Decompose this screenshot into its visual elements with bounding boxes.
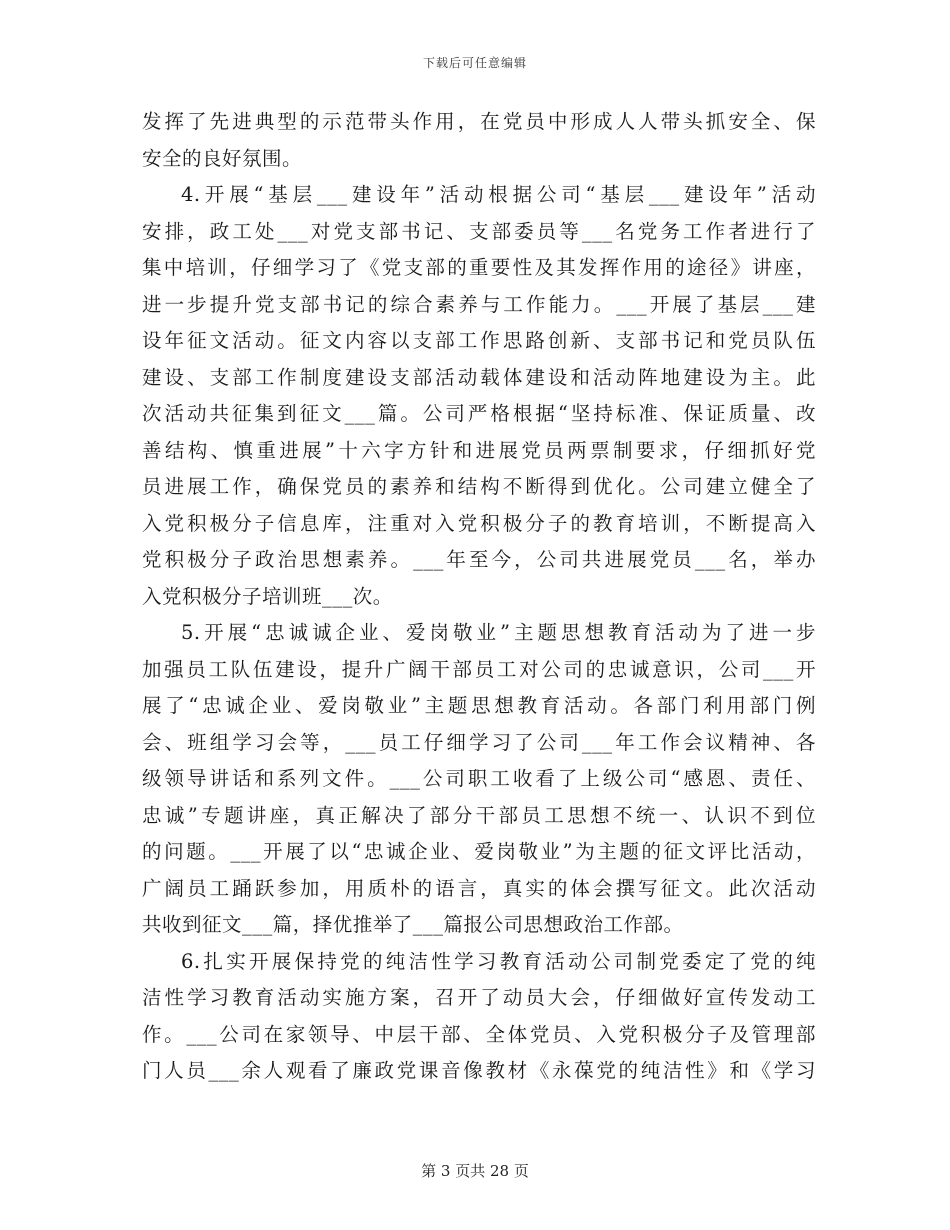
text-line: 党积极分子政治思想素养。___年至今，公司共进展党员___名，举办 <box>142 548 816 571</box>
text-line: 次活动共征集到征文___篇。公司严格根据“坚持标准、保证质量、改 <box>142 402 816 425</box>
text-line: 4.开展“基层___建设年”活动根据公司“基层___建设年”活动 <box>181 183 816 206</box>
text-line: 忠诚”专题讲座，真正解决了部分干部员工思想不统一、认识不到位 <box>142 803 816 827</box>
text-line: 6.扎实开展保持党的纯洁性学习教育活动公司制党委定了党的纯 <box>181 949 816 973</box>
text-line: 员进展工作，确保党员的素养和结构不断得到优化。公司建立健全了 <box>142 475 816 498</box>
text-line: 建设、支部工作制度建设支部活动载体建设和活动阵地建设为主。此 <box>142 365 816 389</box>
text-line: 广阔员工踊跃参加，用质朴的语言，真实的体会撰写征文。此次活动 <box>142 876 816 900</box>
text-line: 的问题。___开展了以“忠诚企业、爱岗敬业”为主题的征文评比活动， <box>142 840 816 863</box>
page-footer: 第 3 页共 28 页 <box>421 1162 529 1180</box>
text-line: 设年征文活动。征文内容以支部工作思路创新、支部书记和党员队伍 <box>142 329 816 352</box>
text-line: 安排，政工处___对党支部书记、支部委员等___名党务工作者进行了 <box>142 219 816 243</box>
text-line: 入党积极分子信息库，注重对入党积极分子的教育培训，不断提高入 <box>142 511 816 535</box>
text-line: 门人员___余人观看了廉政党课音像教材《永葆党的纯洁性》和《学习 <box>142 1059 816 1082</box>
text-line: 展了“忠诚企业、爱岗敬业”主题思想教育活动。各部门利用部门例 <box>142 694 816 717</box>
body-text <box>142 104 816 1090</box>
text-line: 加强员工队伍建设，提升广阔干部员工对公司的忠诚意识，公司___开 <box>142 657 816 681</box>
text-line: 安全的良好氛围。 <box>142 146 303 170</box>
text-line: 级领导讲话和系列文件。___公司职工收看了上级公司“感恩、责任、 <box>142 767 816 790</box>
text-line: 发挥了先进典型的示范带头作用，在党员中形成人人带头抓安全、保 <box>142 110 816 133</box>
text-line: 入党积极分子培训班___次。 <box>142 584 393 608</box>
text-line: 洁性学习教育活动实施方案，召开了动员大会，仔细做好宣传发动工 <box>142 986 816 1009</box>
text-line: 进一步提升党支部书记的综合素养与工作能力。___开展了基层___建 <box>142 292 816 316</box>
text-line: 会、班组学习会等，___员工仔细学习了公司___年工作会议精神、各 <box>142 730 816 754</box>
text-line: 5.开展“忠诚诚企业、爱岗敬业”主题思想教育活动为了进一步 <box>181 621 816 644</box>
text-line: 作。___公司在家领导、中层干部、全体党员、入党积极分子及管理部 <box>142 1022 816 1046</box>
page-header: 下载后可任意编辑 <box>422 56 527 70</box>
text-line: 善结构、慎重进展”十六字方针和进展党员两票制要求，仔细抓好党 <box>142 438 816 462</box>
text-line: 集中培训，仔细学习了《党支部的重要性及其发挥作用的途径》讲座， <box>142 256 816 279</box>
text-line: 共收到征文___篇，择优推举了___篇报公司思想政治工作部。 <box>142 913 684 936</box>
